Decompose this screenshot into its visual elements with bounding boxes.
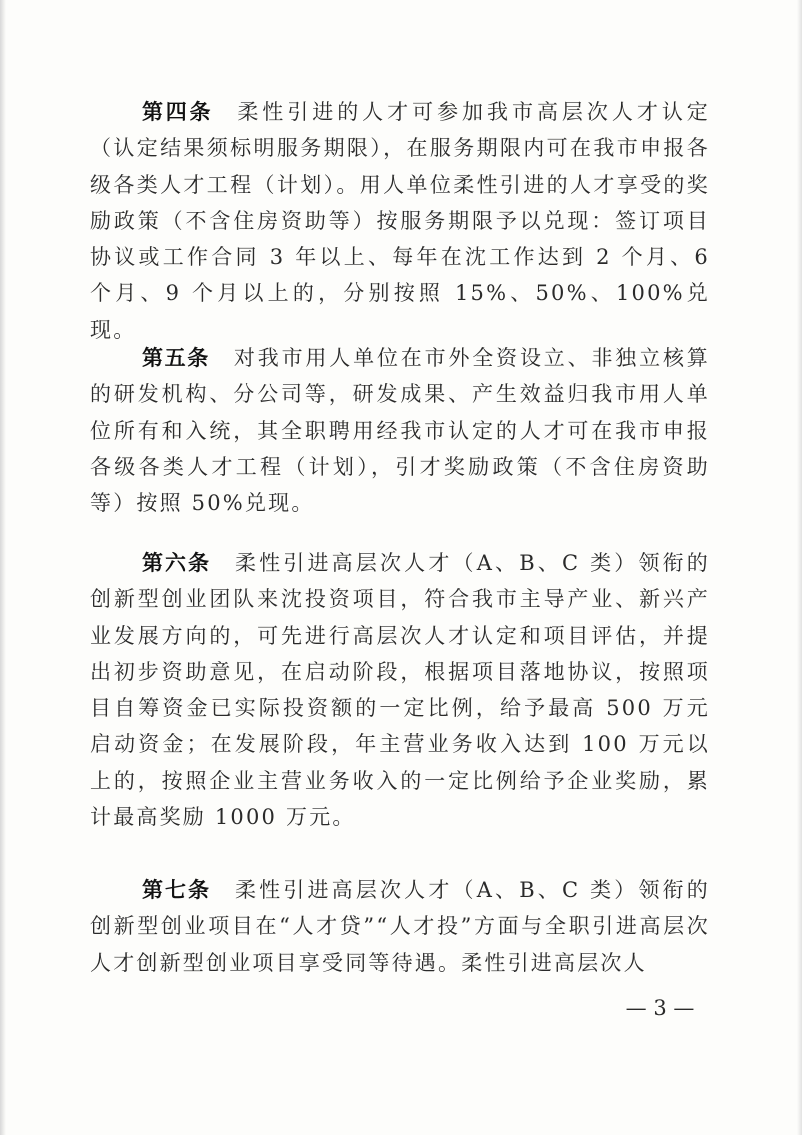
article-6-heading: 第六条: [142, 551, 211, 575]
scan-edge-left: [0, 0, 6, 1135]
article-4-text: 柔性引进的人才可参加我市高层次人才认定（认定结果须标明服务期限），在服务期限内可在我市申报各级各类人才工程（计划）。用人单位柔性引进的人才享受的奖励政策（不含住房资助等）按服务期限予以兑现：签订项目协议或工作合同 3 年以上、每年在沈工作达到 2 个月、6 个月、9 个月以上的，分别按照 15%、50%、100%兑现。: [90, 100, 710, 342]
scan-edge-right: [797, 0, 802, 1135]
article-6: [90, 545, 710, 835]
article-4-heading: 第四条: [142, 100, 214, 124]
article-6-text: 柔性引进高层次人才（A、B、C 类）领衔的创新型创业团队来沈投资项目，符合我市主导产业、新兴产业发展方向的，可先进行高层次人才认定和项目评估，并提出初步资助意见，在启动阶段，根据项目落地协议，按照项目自筹资金已实际投资额的一定比例，给予最高 500 万元启动资金；在发展阶段，年主营业务收入达到 100 万元以上的，按照企业主营业务收入的一定比例给予企业奖励，累计最高奖励 1000 万元。: [90, 551, 711, 830]
article-7-heading: 第七条: [142, 878, 211, 902]
article-4: [90, 94, 710, 348]
article-5-heading: 第五条: [142, 346, 210, 370]
article-7-text: 柔性引进高层次人才（A、B、C 类）领衔的创新型创业项目在“人才贷”“人才投”方面与全职引进高层次人才创新型创业项目享受同等待遇。柔性引进高层次人: [90, 878, 711, 975]
article-7: [90, 872, 710, 981]
page-number: — 3 —: [625, 996, 695, 1020]
article-5: [90, 340, 710, 521]
article-5-text: 对我市用人单位在市外全资设立、非独立核算的研发机构、分公司等，研发成果、产生效益归我市用人单位所有和入统，其全职聘用经我市认定的人才可在我市申报各级各类人才工程（计划），引才奖励政策（不含住房资助等）按照 50%兑现。: [90, 346, 711, 516]
